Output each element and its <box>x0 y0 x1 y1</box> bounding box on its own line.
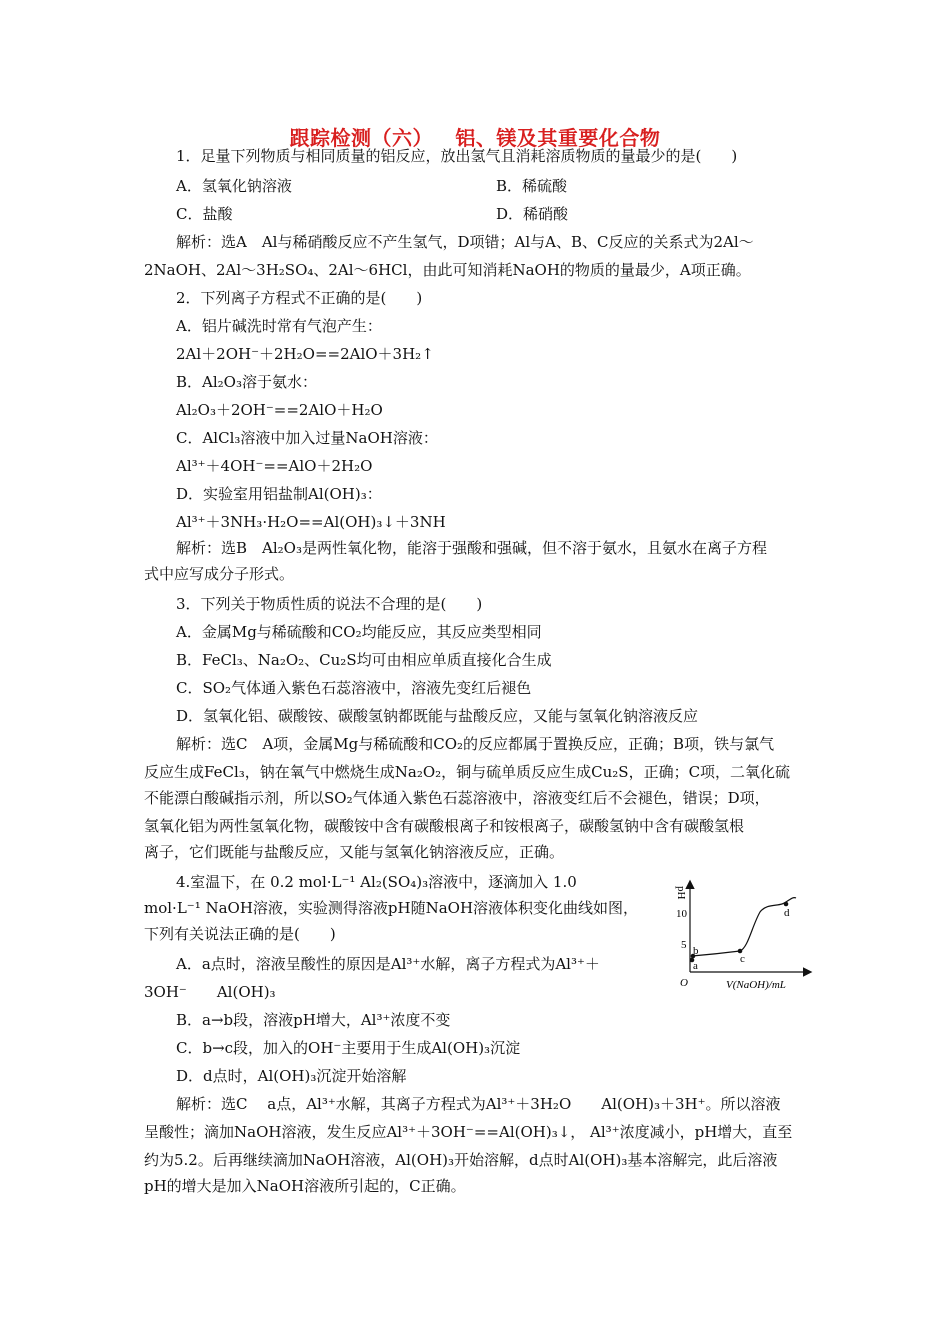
question-2-option-c: C．AlCl₃溶液中加入过量NaOH溶液： <box>176 429 438 447</box>
question-1-option-d: D．稀硝酸 <box>496 205 569 223</box>
question-2-equation-a: 2Al＋2OH⁻＋2H₂O==2AlO＋3H₂↑ <box>176 345 434 363</box>
point-b-label: b <box>693 945 699 957</box>
question-3-analysis-cont-2: 不能漂白酸碱指示剂，所以SO₂气体通入紫色石蕊溶液中，溶液变红后不会褪色，错误；D项， <box>144 789 770 807</box>
origin-label: O <box>680 977 688 989</box>
y-axis-label: pH <box>675 886 687 900</box>
question-3-stem: 3．下列关于物质性质的说法不合理的是( ) <box>176 595 483 613</box>
question-3-analysis-cont-4: 离子，它们既能与盐酸反应，又能与氢氧化钠溶液反应，正确。 <box>144 843 565 861</box>
question-2-option-a: A．铝片碱洗时常有气泡产生： <box>176 317 382 335</box>
question-4-option-b: B．a→b段，溶液pH增大，Al³⁺浓度不变 <box>176 1011 451 1029</box>
question-2-analysis-cont: 式中应写成分子形式。 <box>144 565 295 583</box>
question-3-analysis-cont-1: 反应生成FeCl₃，钠在氧气中燃烧生成Na₂O₂，铜与硫单质反应生成Cu₂S，正确；C项，二氧化硫 <box>144 763 791 781</box>
question-2-analysis: 解析：选B Al₂O₃是两性氧化物，能溶于强酸和强碱，但不溶于氨水，且氨水在离子方程 <box>176 539 767 557</box>
question-4-stem-cont-1: mol·L⁻¹ NaOH溶液，实验测得溶液pH随NaOH溶液体积变化曲线如图， <box>144 899 639 917</box>
question-4-analysis: 解析：选C a点，Al³⁺水解，其离子方程式为Al³⁺＋3H₂O Al(OH)₃＋3H⁺。所以溶液 <box>176 1095 781 1113</box>
ph-curve <box>692 898 796 960</box>
question-1-option-b: B．稀硫酸 <box>496 177 568 195</box>
question-3-option-b: B．FeCl₃、Na₂O₂、Cu₂S均可由相应单质直接化合生成 <box>176 651 552 669</box>
question-2-equation-b: Al₂O₃＋2OH⁻==2AlO＋H₂O <box>176 401 383 419</box>
question-2-equation-d: Al³⁺＋3NH₃·H₂O==Al(OH)₃↓＋3NH <box>176 513 446 531</box>
question-4-analysis-cont-1: 呈酸性；滴加NaOH溶液，发生反应Al³⁺＋3OH⁻==Al(OH)₃↓， Al³⁺浓度减小，pH增大，直至 <box>144 1123 793 1141</box>
question-4-analysis-cont-3: pH的增大是加入NaOH溶液所引起的，C正确。 <box>144 1177 466 1195</box>
question-3-option-d: D．氢氧化铝、碳酸铵、碳酸氢钠都既能与盐酸反应，又能与氢氧化钠溶液反应 <box>176 707 699 725</box>
titration-curve-figure <box>664 876 814 998</box>
question-3-analysis: 解析：选C A项，金属Mg与稀硫酸和CO₂的反应都属于置换反应，正确；B项，铁与氯气 <box>176 735 775 753</box>
question-1-stem: 1．足量下列物质与相同质量的铝反应，放出氢气且消耗溶质物质的量最少的是( ) <box>176 147 738 165</box>
y-tick-5: 5 <box>681 939 687 951</box>
question-4-stem-cont-2: 下列有关说法正确的是( ) <box>144 925 336 943</box>
question-4-analysis-cont-2: 约为5.2。后再继续滴加NaOH溶液，Al(OH)₃开始溶解，d点时Al(OH)₃基本溶解完，此后溶液 <box>144 1151 778 1169</box>
question-3-option-a: A．金属Mg与稀硫酸和CO₂均能反应，其反应类型相同 <box>176 623 542 641</box>
question-2-option-d: D．实验室用铝盐制Al(OH)₃： <box>176 485 382 503</box>
point-a-label: a <box>693 960 698 972</box>
question-3-analysis-cont-3: 氢氧化铝为两性氢氧化物，碳酸铵中含有碳酸根离子和铵根离子，碳酸氢钠中含有碳酸氢根 <box>144 817 745 835</box>
question-4-option-a: A．a点时，溶液呈酸性的原因是Al³⁺水解，离子方程式为Al³⁺＋ <box>176 955 600 973</box>
question-4-stem: 4.室温下，在 0.2 mol·L⁻¹ Al₂(SO₄)₃溶液中，逐滴加入 1.0 <box>176 873 577 891</box>
question-4-option-c: C．b→c段，加入的OH⁻主要用于生成Al(OH)₃沉淀 <box>176 1039 521 1057</box>
point-c-label: c <box>740 953 745 965</box>
question-1-option-c: C．盐酸 <box>176 205 233 223</box>
page-title: 跟踪检测（六） 铝、镁及其重要化合物 <box>289 126 661 150</box>
y-tick-10: 10 <box>676 908 687 920</box>
point-d-label: d <box>784 907 790 919</box>
question-2-stem: 2．下列离子方程式不正确的是( ) <box>176 289 423 307</box>
question-1-option-a: A．氢氧化钠溶液 <box>176 177 292 195</box>
question-1-analysis-cont: 2NaOH、2Al～3H₂SO₄、2Al～6HCl，由此可知消耗NaOH的物质的量最少，A项正确。 <box>144 261 751 279</box>
question-4-option-d: D．d点时，Al(OH)₃沉淀开始溶解 <box>176 1067 407 1085</box>
question-4-option-a-cont: 3OH⁻ Al(OH)₃ <box>144 983 276 1001</box>
point-d <box>784 902 789 907</box>
question-2-option-b: B．Al₂O₃溶于氨水： <box>176 373 317 391</box>
question-2-equation-c: Al³⁺＋4OH⁻==AlO＋2H₂O <box>176 457 373 475</box>
question-3-option-c: C．SO₂气体通入紫色石蕊溶液中，溶液先变红后褪色 <box>176 679 532 697</box>
x-axis-label: V(NaOH)/mL <box>726 979 786 991</box>
question-1-analysis: 解析：选A Al与稀硝酸反应不产生氢气，D项错；Al与A、B、C反应的关系式为2Al～ <box>176 233 754 251</box>
